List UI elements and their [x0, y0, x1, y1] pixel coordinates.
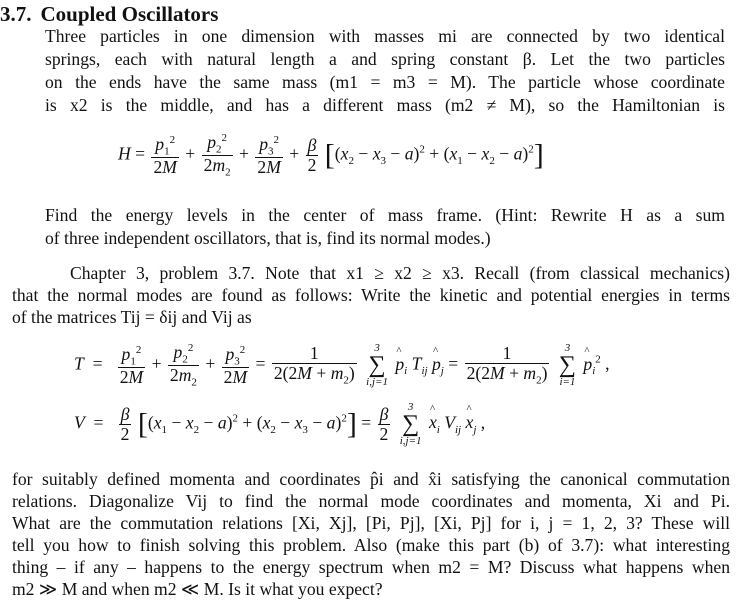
problem-title: Coupled Oscillators	[40, 2, 219, 26]
statement-line-3: on the ends have the same mass (m1 = m3 = M). The particle whose coordinate	[45, 72, 725, 92]
closing-line-2: relations. Diagonalize Vij to find the normal mode coordinates and momenta, Xi and Pi.	[12, 491, 730, 511]
task-line-2: of three independent oscillators, that is, find its normal modes.)	[45, 228, 491, 248]
closing-line-4: tell you how to finish solving this problem. Also (make this part (b) of 3.7): what interesting	[12, 535, 730, 555]
statement-line-4: is x2 is the middle, and has a different mass (m2 ≠ M), so the Hamiltonian is	[45, 95, 725, 115]
kinetic-energy-equation: T = $\frac{p_1^2}{2M}$ + $\frac{p_2^2}{2m_2}$ + $\frac{p_3^2}{2M}$ = $\frac{1}{2(2M + m_2)}$ 3 ∑ i,j=1 p $\^{}_i$ $T_{ij}$ p $\^{}_j$ = $\frac{1}{2(2M + m_2)}$ 3 ∑ i=1 p $\^{}_i^2$ ,	[74, 342, 610, 389]
note-intro-line-3: of the matrices Tij = δij and Vij as	[12, 307, 252, 327]
closing-line-6: m2 ≫ M and when m2 ≪ M. Is it what you expect?	[12, 579, 383, 599]
closing-line-3: What are the commutation relations [Xi, Xj], [Pi, Pj], [Xi, Pj] for i, j = 1, 2, 3? These will	[12, 513, 730, 533]
problem-heading	[0, 2, 218, 27]
closing-line-5: thing – if any – happens to the energy spectrum when m2 = M? Discuss what happens when	[12, 557, 730, 577]
potential-energy-equation: V = $\frac{\beta}{2}$ $[(x_1 - x_2 - a)^2 + (x_2 - x_3 - a)^2]$ = $\frac{\beta}{2}$ 3 ∑ i,j=1 x $\^{}_i$ $V_{ij}$ x $\^{}_j$ ,	[74, 402, 485, 447]
note-intro-line-1: Chapter 3, problem 3.7. Note that x1 ≥ x2 ≥ x3. Recall (from classical mechanics)	[70, 263, 730, 283]
note-intro-line-2: that the normal modes are found as follows: Write the kinetic and potential energies in terms	[12, 285, 730, 305]
problem-number: 3.7.	[0, 2, 32, 26]
closing-line-1: for suitably defined momenta and coordinates p̂i and x̂i satisfying the canonical commutation	[12, 469, 730, 489]
statement-line-2: springs, each with natural length a and spring constant β. Let the two particles	[45, 49, 725, 69]
hamiltonian-equation: H = $\frac{p_1^2}{2M}$ + $\frac{p_2^2}{2m_2}$ + $\frac{p_3^2}{2M}$ + $\frac{\beta}{2}$ $[(x_2 - x_3 - a)^2 + (x_1 - x_2 - a)^2]$	[118, 131, 544, 179]
statement-line-1: Three particles in one dimension with masses mi are connected by two identical	[45, 26, 725, 46]
task-line-1: Find the energy levels in the center of mass frame. (Hint: Rewrite H as a sum	[45, 205, 725, 225]
